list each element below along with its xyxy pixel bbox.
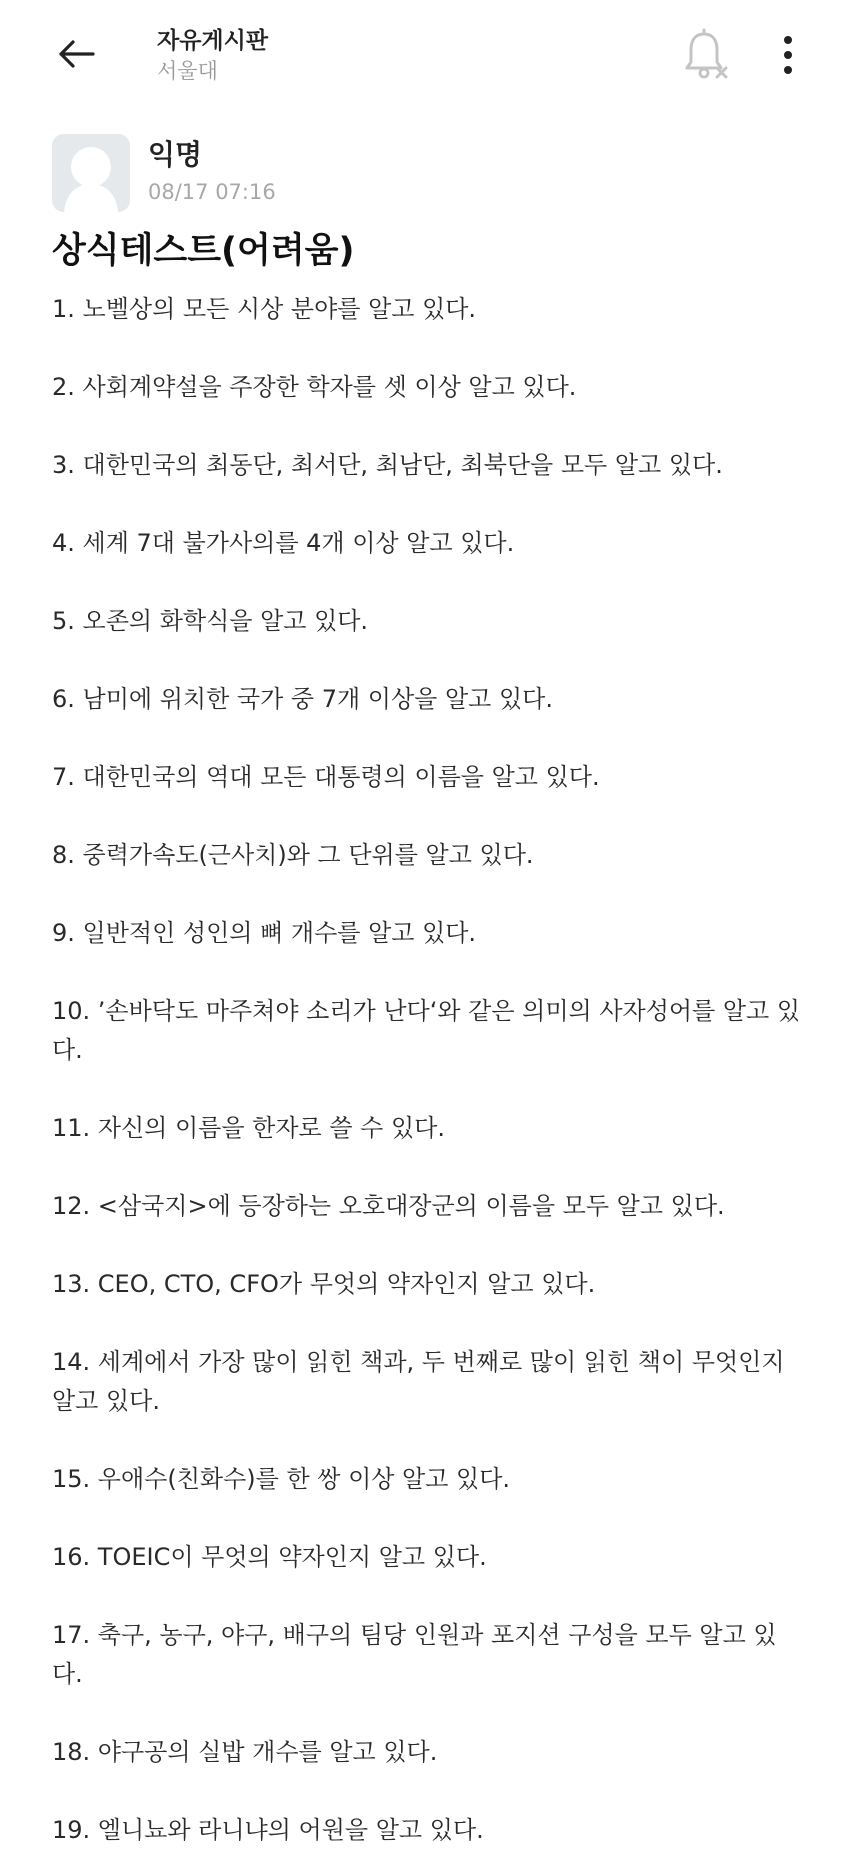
- more-options-button[interactable]: [770, 30, 806, 80]
- post-timestamp: 08/17 07:16: [148, 180, 276, 204]
- notification-toggle-button[interactable]: [682, 28, 732, 82]
- board-title: 자유게시판: [157, 28, 269, 54]
- bell-off-icon: [682, 28, 732, 82]
- header-title-block: [157, 26, 268, 85]
- more-vertical-icon: [782, 35, 794, 75]
- arrow-left-icon: [57, 39, 95, 69]
- board-subtitle: 서울대: [157, 59, 218, 83]
- author-name: 익명: [148, 138, 203, 171]
- post-author-row: [52, 134, 812, 214]
- avatar: [52, 134, 130, 212]
- app-bar: [0, 0, 850, 112]
- anonymous-avatar-icon: [52, 134, 130, 212]
- post-title: 상식테스트(어려움): [52, 231, 355, 271]
- back-button[interactable]: [52, 30, 100, 78]
- post-body: 1. 노벨상의 모든 시상 분야를 알고 있다. 2. 사회계약설을 주장한 학자를 셋 이상 알고 있다. 3. 대한민국의 최동단, 최서단, 최남단, 최북단을 모두 알고 있다. 4. 세계 7대 불가사의를 4개 이상 알고 있다. 5. 오존의 화학식을 알고 있다. 6. 남미에 위치한 국가 중 7개 이상을 알고 있다. 7. 대한민국의 역대 모든 대통령의 이름을 알고 있다. 8. 중력가속도(근사치)와 그 단위를 알고 있다. 9. 일반적인 성인의 뼈 개수를 알고 있다. 10. ’손바닥도 마주쳐야 소리가 난다‘와 같은 의미의 사자성어를 알고 있다. 11. 자신의 이름을 한자로 쓸 수 있다. 12. <삼국지>에 등장하는 오호대장군의 이름을 모두 알고 있다. 13. CEO, CTO, CFO가 무엇의 약자인지 알고 있다. 14. 세계에서 가장 많이 읽힌 책과, 두 번째로 많이 읽힌 책이 무엇인지 알고 있다. 15. 우애수(친화수)를 한 쌍 이상 알고 있다. 16. TOEIC이 무엇의 약자인지 알고 있다. 17. 축구, 농구, 야구, 배구의 팀당 인원과 포지션 구성을 모두 알고 있다. 18. 야구공의 실밥 개수를 알고 있다. 19. 엘니뇨와 라니냐의 어원을 알고 있다.: [52, 295, 801, 1844]
